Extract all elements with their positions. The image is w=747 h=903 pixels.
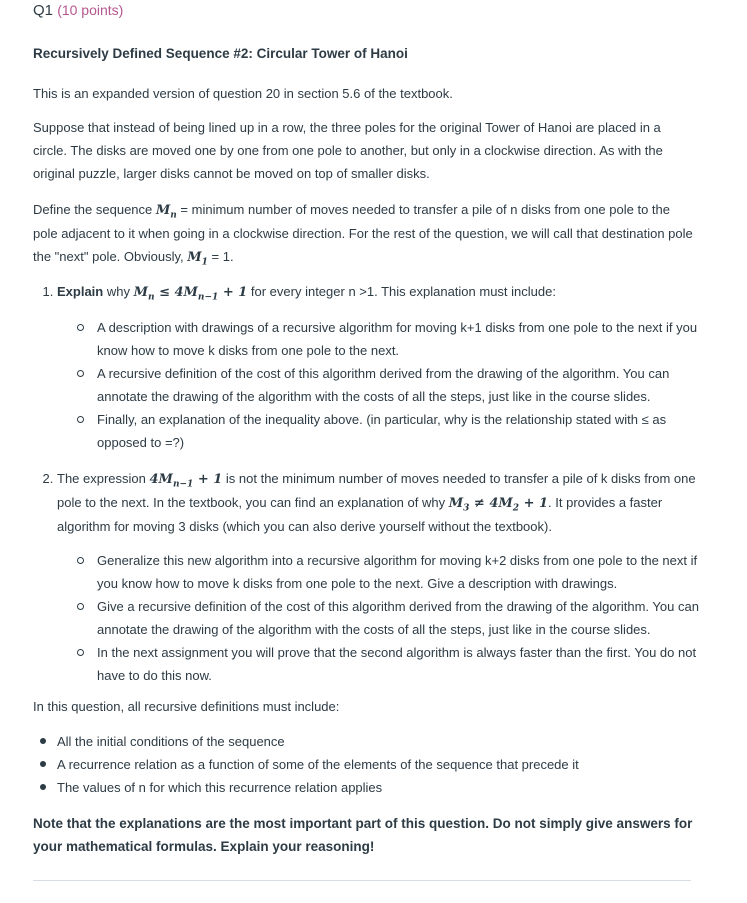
item1-sublist: [57, 316, 717, 454]
math-4Mn-1: $4M_{n-1} + 1$: [149, 472, 223, 490]
question-header: [33, 2, 123, 19]
item1-subitem: Finally, an explanation of the inequality above. (in particular, why is the relationship stated with ≤ as opposed to =?): [73, 408, 717, 454]
item1-bold-lead: Explain: [57, 284, 104, 299]
item1-subitem: A description with drawings of a recursive algorithm for moving k+1 disks from one pole to the next if you know how to move k disks from one pole to the next.: [73, 316, 717, 362]
definition-text-b: = minimum number of moves needed to transfer a pile of n disks from one pole to the pole adjacent to it when going in a clockwise direction. For the rest of the question, we will call that destination pole the "next" pole. Obviously,: [33, 202, 693, 264]
requirement-item: A recurrence relation as a function of some of the elements of the sequence that precede it: [33, 753, 693, 776]
math-Mn: $M_n$: [155, 203, 177, 221]
requirements-list: [33, 730, 693, 799]
question-item-1: [57, 280, 717, 454]
requirement-item: All the initial conditions of the sequence: [33, 730, 693, 753]
question-item-2: [57, 467, 717, 687]
requirements-intro: In this question, all recursive definitions must include:: [33, 699, 340, 714]
question-title: Recursively Defined Sequence #2: Circular Tower of Hanoi: [33, 46, 408, 61]
item2-text-c: . It provides a faster algorithm for moving 3 disks (which you can also derive yourself without the textbook).: [57, 495, 663, 534]
definition-text-c: = 1.: [207, 249, 234, 264]
intro-paragraph: This is an expanded version of question 20 in section 5.6 of the textbook.: [33, 86, 453, 101]
math-M1: $M_1$: [187, 250, 208, 268]
item2-subitem: Generalize this new algorithm into a recursive algorithm for moving k+2 disks from one pole to the next if you know how to move k disks from one pole to the next. Give a description with drawings.: [73, 549, 717, 595]
item2-sublist: [57, 549, 717, 687]
item1-text-b: for every integer n >1. This explanation must include:: [247, 284, 556, 299]
item1-text-a: why: [103, 284, 134, 299]
definition-text-a: Define the sequence: [33, 202, 156, 217]
item2-text-b: is not the minimum number of moves needed to transfer a pile of k disks from one pole to the next. In the textbook, you can find an explanation of why: [57, 471, 696, 510]
question-points: (10 points): [57, 2, 124, 18]
divider: [33, 880, 691, 881]
question-label: Q1: [33, 2, 54, 19]
item1-subitem: A recursive definition of the cost of this algorithm derived from the drawing of the algorithm. You can annotate the drawing of the algorithm with the costs of all the steps, just like in the course slides.: [73, 362, 717, 408]
important-note: Note that the explanations are the most important part of this question. Do not simply give answers for your mathematical formulas. Explain your reasoning!: [33, 816, 693, 854]
requirement-item: The values of n for which this recurrence relation applies: [33, 776, 693, 799]
item2-subitem: Give a recursive definition of the cost of this algorithm derived from the drawing of the algorithm. You can annotate the drawing of the algorithm with the costs of all the steps, just like in the course slides.: [73, 595, 717, 641]
definition-paragraph: [33, 198, 693, 269]
item2-subitem: In the next assignment you will prove that the second algorithm is always faster than the first. You do not have to do this now.: [73, 641, 717, 687]
item1-text: [57, 280, 717, 304]
math-M3-neq: $M_3 \ne 4M_2 + 1$: [448, 496, 549, 514]
math-inequality: $M_n \le 4M_{n-1} + 1$: [133, 285, 248, 303]
setup-paragraph: Suppose that instead of being lined up in a row, the three poles for the original Tower of Hanoi are placed in a circle. The disks are moved one by one from one pole to another, but only in a clockwise direction. As with the original puzzle, larger disks cannot be moved on top of smaller disks.: [33, 120, 663, 181]
main-question-list: [33, 280, 717, 687]
item2-text: [57, 467, 717, 538]
item2-text-a: The expression: [57, 471, 150, 486]
